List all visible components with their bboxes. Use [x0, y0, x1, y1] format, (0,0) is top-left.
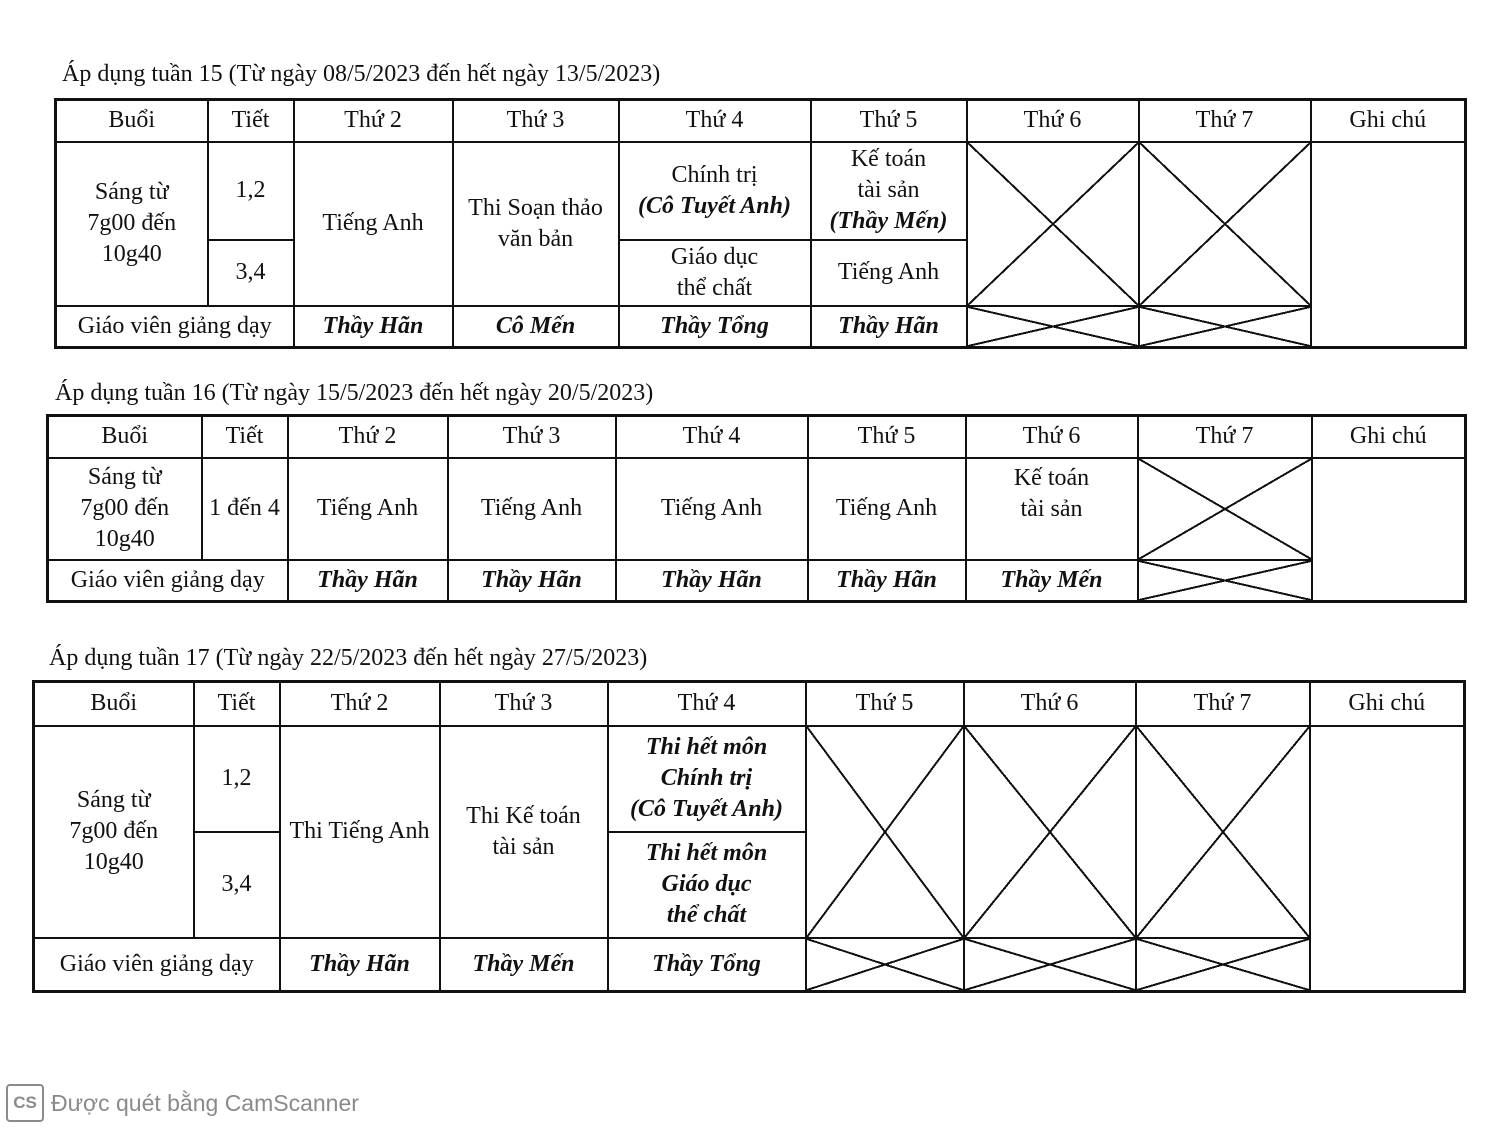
period-cell: 3,4 — [208, 240, 294, 306]
week16-timetable — [46, 414, 1467, 603]
tuesday-subject: Tiếng Anh — [448, 458, 616, 560]
friday-no-class-cell — [964, 726, 1136, 938]
header-thu-3: Thứ 3 — [440, 682, 608, 726]
period-cell: 3,4 — [194, 832, 280, 938]
header-thu-3: Thứ 3 — [448, 416, 616, 458]
thursday-teacher: Thầy Hãn — [811, 306, 967, 348]
week16-title: Áp dụng tuần 16 (Từ ngày 15/5/2023 đến hết ngày 20/5/2023) — [55, 380, 654, 406]
camscanner-watermark — [6, 1084, 359, 1122]
header-thu-5: Thứ 5 — [806, 682, 964, 726]
saturday-no-class-cell — [1136, 726, 1310, 938]
wednesday-subject-b: Thi hết môn Giáo dục thể chất — [608, 832, 806, 938]
friday-teacher: Thầy Mến — [966, 560, 1138, 602]
header-thu-3: Thứ 3 — [453, 100, 619, 142]
header-buoi: Buổi — [56, 100, 208, 142]
teacher-row-label: Giáo viên giảng dạy — [48, 560, 288, 602]
header-thu-7: Thứ 7 — [1136, 682, 1310, 726]
period-cell: 1 đến 4 — [202, 458, 288, 560]
header-thu-2: Thứ 2 — [280, 682, 440, 726]
header-row — [48, 416, 1466, 458]
teacher-row — [34, 938, 1465, 992]
wednesday-teacher: Thầy Tổng — [608, 938, 806, 992]
wednesday-subject-b: Giáo dục thể chất — [619, 240, 811, 306]
tuesday-subject: Thi Soạn thảo văn bản — [453, 142, 619, 306]
header-ghi-chu: Ghi chú — [1311, 100, 1466, 142]
wednesday-teacher: Thầy Tổng — [619, 306, 811, 348]
tuesday-subject: Thi Kế toán tài sản — [440, 726, 608, 938]
header-thu-2: Thứ 2 — [294, 100, 453, 142]
camscanner-watermark-text: Được quét bằng CamScanner — [51, 1089, 359, 1116]
friday-subject: Kế toán tài sản — [966, 458, 1138, 560]
teacher-row-label: Giáo viên giảng dạy — [34, 938, 280, 992]
period-row — [56, 142, 1466, 240]
header-row — [34, 682, 1465, 726]
note-cell — [1311, 142, 1466, 348]
saturday-no-class-cell — [1139, 142, 1311, 306]
header-thu-5: Thứ 5 — [811, 100, 967, 142]
header-thu-7: Thứ 7 — [1139, 100, 1311, 142]
thursday-no-class-cell — [806, 726, 964, 938]
header-tiet: Tiết — [208, 100, 294, 142]
monday-subject: Tiếng Anh — [294, 142, 453, 306]
week15-timetable — [54, 98, 1467, 349]
note-cell — [1312, 458, 1466, 602]
teacher-row-label: Giáo viên giảng dạy — [56, 306, 294, 348]
tuesday-teacher: Thầy Mến — [440, 938, 608, 992]
thursday-teacher: Thầy Hãn — [808, 560, 966, 602]
header-thu-4: Thứ 4 — [616, 416, 808, 458]
wednesday-subject: Tiếng Anh — [616, 458, 808, 560]
saturday-no-teacher-cell — [1139, 306, 1311, 348]
wednesday-subject-a: Chính trị (Cô Tuyết Anh) — [619, 142, 811, 240]
period-cell: 1,2 — [194, 726, 280, 832]
tuesday-teacher: Cô Mến — [453, 306, 619, 348]
period-row — [34, 726, 1465, 832]
tuesday-teacher: Thầy Hãn — [448, 560, 616, 602]
header-tiet: Tiết — [202, 416, 288, 458]
week17-title: Áp dụng tuần 17 (Từ ngày 22/5/2023 đến hết ngày 27/5/2023) — [49, 645, 648, 671]
session-cell: Sáng từ 7g00 đến 10g40 — [34, 726, 194, 938]
header-thu-6: Thứ 6 — [967, 100, 1139, 142]
monday-subject: Thi Tiếng Anh — [280, 726, 440, 938]
header-row — [56, 100, 1466, 142]
thursday-subject-b: Tiếng Anh — [811, 240, 967, 306]
monday-teacher: Thầy Hãn — [288, 560, 448, 602]
saturday-no-teacher-cell — [1138, 560, 1312, 602]
header-thu-6: Thứ 6 — [964, 682, 1136, 726]
wednesday-subject-a: Thi hết môn Chính trị (Cô Tuyết Anh) — [608, 726, 806, 832]
thursday-subject: Tiếng Anh — [808, 458, 966, 560]
week15-title: Áp dụng tuần 15 (Từ ngày 08/5/2023 đến hết ngày 13/5/2023) — [62, 61, 661, 87]
header-thu-2: Thứ 2 — [288, 416, 448, 458]
monday-teacher: Thầy Hãn — [280, 938, 440, 992]
saturday-no-teacher-cell — [1136, 938, 1310, 992]
thursday-subject-a: Kế toán tài sản (Thầy Mến) — [811, 142, 967, 240]
header-thu-6: Thứ 6 — [966, 416, 1138, 458]
monday-subject: Tiếng Anh — [288, 458, 448, 560]
header-ghi-chu: Ghi chú — [1312, 416, 1466, 458]
friday-no-teacher-cell — [967, 306, 1139, 348]
week17-timetable — [32, 680, 1466, 993]
teacher-row — [48, 560, 1466, 602]
header-buoi: Buổi — [34, 682, 194, 726]
header-thu-5: Thứ 5 — [808, 416, 966, 458]
header-thu-4: Thứ 4 — [608, 682, 806, 726]
period-cell: 1,2 — [208, 142, 294, 240]
thursday-no-teacher-cell — [806, 938, 964, 992]
saturday-no-class-cell — [1138, 458, 1312, 560]
session-cell: Sáng từ 7g00 đến 10g40 — [56, 142, 208, 306]
friday-no-class-cell — [967, 142, 1139, 306]
session-cell: Sáng từ 7g00 đến 10g40 — [48, 458, 202, 560]
header-buoi: Buổi — [48, 416, 202, 458]
monday-teacher: Thầy Hãn — [294, 306, 453, 348]
wednesday-teacher: Thầy Hãn — [616, 560, 808, 602]
teacher-row — [56, 306, 1466, 348]
header-ghi-chu: Ghi chú — [1310, 682, 1465, 726]
friday-no-teacher-cell — [964, 938, 1136, 992]
header-thu-4: Thứ 4 — [619, 100, 811, 142]
camscanner-logo-icon: CS — [6, 1084, 44, 1122]
header-tiet: Tiết — [194, 682, 280, 726]
header-thu-7: Thứ 7 — [1138, 416, 1312, 458]
period-row — [48, 458, 1466, 560]
note-cell — [1310, 726, 1465, 992]
